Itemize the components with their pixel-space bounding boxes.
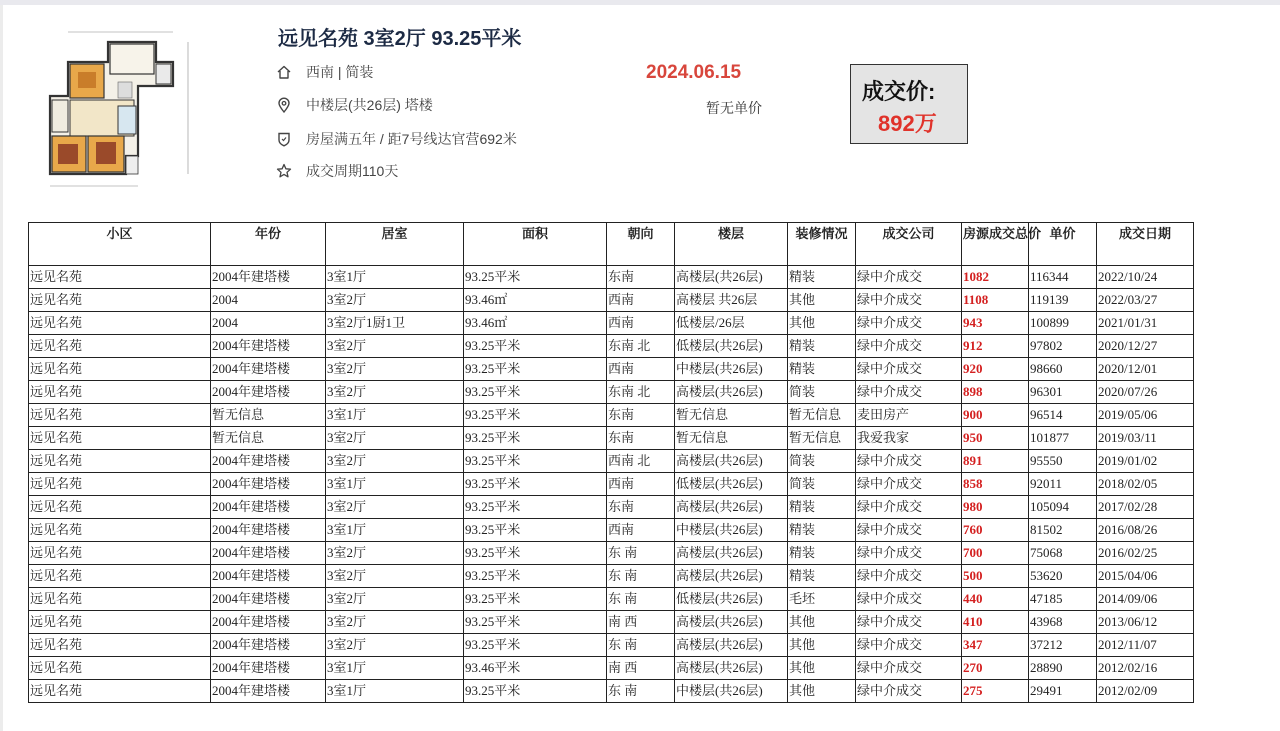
cell-col-layout: 3室1厅 <box>326 657 464 680</box>
cell-col-floor: 中楼层(共26层) <box>675 680 788 703</box>
cell-col-community: 远见名苑 <box>29 634 211 657</box>
cell-col-community: 远见名苑 <box>29 358 211 381</box>
cell-col-year: 2004年建塔楼 <box>211 381 326 404</box>
cell-col-agency: 绿中介成交 <box>856 565 962 588</box>
cell-col-agency: 绿中介成交 <box>856 680 962 703</box>
info-cycle-row <box>276 160 398 182</box>
cell-col-community: 远见名苑 <box>29 404 211 427</box>
cell-col-year: 2004年建塔楼 <box>211 542 326 565</box>
cell-col-layout: 3室1厅 <box>326 680 464 703</box>
cell-col-area: 93.25平米 <box>464 427 607 450</box>
table-row <box>29 519 1194 542</box>
cell-col-total-price: 943 <box>962 312 1029 335</box>
cell-col-floor: 高楼层(共26层) <box>675 634 788 657</box>
cell-col-decoration: 精装 <box>788 496 856 519</box>
header-col-layout: 居室 <box>326 223 464 266</box>
table-row <box>29 634 1194 657</box>
cell-col-agency: 绿中介成交 <box>856 473 962 496</box>
header-col-total-price: 房源成交总价 <box>962 223 1029 266</box>
cell-col-floor: 高楼层(共26层) <box>675 266 788 289</box>
cell-col-total-price: 980 <box>962 496 1029 519</box>
cell-col-agency: 绿中介成交 <box>856 335 962 358</box>
cell-col-orientation: 东 南 <box>607 542 675 565</box>
cell-col-total-price: 950 <box>962 427 1029 450</box>
cell-col-community: 远见名苑 <box>29 312 211 335</box>
cell-col-agency: 绿中介成交 <box>856 588 962 611</box>
info-tags-row <box>276 128 517 150</box>
cell-col-layout: 3室2厅 <box>326 588 464 611</box>
cell-col-agency: 绿中介成交 <box>856 542 962 565</box>
cell-col-orientation: 东 南 <box>607 588 675 611</box>
cell-col-layout: 3室2厅 <box>326 450 464 473</box>
deal-history-table <box>28 222 1194 703</box>
cell-col-year: 2004年建塔楼 <box>211 450 326 473</box>
cell-col-orientation: 东南 北 <box>607 381 675 404</box>
deal-date: 2024.06.15 <box>646 62 742 83</box>
cell-col-layout: 3室2厅 <box>326 496 464 519</box>
cell-col-agency: 绿中介成交 <box>856 358 962 381</box>
cell-col-deal-date: 2020/12/27 <box>1097 335 1194 358</box>
cell-col-floor: 高楼层(共26层) <box>675 381 788 404</box>
cell-col-area: 93.25平米 <box>464 473 607 496</box>
table-row <box>29 427 1194 450</box>
cell-col-year: 2004年建塔楼 <box>211 266 326 289</box>
cell-col-community: 远见名苑 <box>29 335 211 358</box>
cell-col-layout: 3室1厅 <box>326 473 464 496</box>
cell-col-area: 93.46㎡ <box>464 312 607 335</box>
cell-col-layout: 3室2厅 <box>326 634 464 657</box>
cell-col-floor: 低楼层/26层 <box>675 312 788 335</box>
cell-col-total-price: 347 <box>962 634 1029 657</box>
cell-col-agency: 绿中介成交 <box>856 266 962 289</box>
cell-col-decoration: 简装 <box>788 381 856 404</box>
cell-col-orientation: 东南 <box>607 427 675 450</box>
cell-col-community: 远见名苑 <box>29 657 211 680</box>
cell-col-orientation: 东南 <box>607 496 675 519</box>
cell-col-year: 2004年建塔楼 <box>211 588 326 611</box>
table-row <box>29 381 1194 404</box>
cell-col-decoration: 简装 <box>788 450 856 473</box>
deal-price-label: 成交价: <box>862 79 936 104</box>
cell-col-unit-price: 100899 <box>1029 312 1097 335</box>
table-row <box>29 496 1194 519</box>
cell-col-year: 暂无信息 <box>211 427 326 450</box>
cell-col-floor: 高楼层(共26层) <box>675 450 788 473</box>
cell-col-floor: 中楼层(共26层) <box>675 358 788 381</box>
cell-col-community: 远见名苑 <box>29 519 211 542</box>
star-icon <box>276 163 292 179</box>
cell-col-layout: 3室2厅 <box>326 542 464 565</box>
cell-col-agency: 绿中介成交 <box>856 312 962 335</box>
cell-col-area: 93.25平米 <box>464 634 607 657</box>
table-row <box>29 565 1194 588</box>
cell-col-total-price: 275 <box>962 680 1029 703</box>
cell-col-year: 2004年建塔楼 <box>211 657 326 680</box>
cell-col-year: 2004年建塔楼 <box>211 565 326 588</box>
cell-col-deal-date: 2015/04/06 <box>1097 565 1194 588</box>
cell-col-orientation: 东南 <box>607 404 675 427</box>
cell-col-total-price: 1082 <box>962 266 1029 289</box>
cell-col-year: 暂无信息 <box>211 404 326 427</box>
cell-col-orientation: 东 南 <box>607 634 675 657</box>
cell-col-unit-price: 53620 <box>1029 565 1097 588</box>
floor-building-text: 中楼层(共26层) 塔楼 <box>306 97 433 113</box>
table-row <box>29 450 1194 473</box>
header-col-decoration: 装修情况 <box>788 223 856 266</box>
cell-col-area: 93.25平米 <box>464 565 607 588</box>
cell-col-deal-date: 2018/02/05 <box>1097 473 1194 496</box>
cell-col-decoration: 其他 <box>788 680 856 703</box>
cell-col-agency: 绿中介成交 <box>856 611 962 634</box>
table-row <box>29 404 1194 427</box>
table-row <box>29 335 1194 358</box>
cell-col-decoration: 其他 <box>788 611 856 634</box>
cell-col-total-price: 912 <box>962 335 1029 358</box>
cell-col-deal-date: 2014/09/06 <box>1097 588 1194 611</box>
cell-col-orientation: 东南 <box>607 266 675 289</box>
orientation-decor-text: 西南 | 简装 <box>306 64 374 80</box>
cell-col-deal-date: 2022/03/27 <box>1097 289 1194 312</box>
cell-col-area: 93.25平米 <box>464 335 607 358</box>
cell-col-layout: 3室2厅 <box>326 611 464 634</box>
cell-col-unit-price: 96301 <box>1029 381 1097 404</box>
cell-col-deal-date: 2020/07/26 <box>1097 381 1194 404</box>
cell-col-unit-price: 105094 <box>1029 496 1097 519</box>
cell-col-deal-date: 2021/01/31 <box>1097 312 1194 335</box>
cell-col-decoration: 精装 <box>788 565 856 588</box>
cell-col-floor: 中楼层(共26层) <box>675 519 788 542</box>
cell-col-layout: 3室2厅 <box>326 427 464 450</box>
cell-col-unit-price: 95550 <box>1029 450 1097 473</box>
cell-col-unit-price: 47185 <box>1029 588 1097 611</box>
cell-col-year: 2004年建塔楼 <box>211 611 326 634</box>
cell-col-total-price: 920 <box>962 358 1029 381</box>
cell-col-area: 93.46平米 <box>464 657 607 680</box>
cell-col-year: 2004年建塔楼 <box>211 519 326 542</box>
cell-col-area: 93.25平米 <box>464 588 607 611</box>
cell-col-total-price: 500 <box>962 565 1029 588</box>
cell-col-orientation: 南 西 <box>607 611 675 634</box>
cell-col-area: 93.25平米 <box>464 611 607 634</box>
cell-col-deal-date: 2016/08/26 <box>1097 519 1194 542</box>
cell-col-deal-date: 2020/12/01 <box>1097 358 1194 381</box>
cell-col-area: 93.25平米 <box>464 358 607 381</box>
cell-col-floor: 高楼层(共26层) <box>675 496 788 519</box>
cell-col-unit-price: 97802 <box>1029 335 1097 358</box>
cell-col-orientation: 西南 <box>607 358 675 381</box>
table-row <box>29 657 1194 680</box>
header-col-agency: 成交公司 <box>856 223 962 266</box>
cell-col-layout: 3室2厅1厨1卫 <box>326 312 464 335</box>
cell-col-community: 远见名苑 <box>29 473 211 496</box>
cell-col-floor: 低楼层(共26层) <box>675 473 788 496</box>
header-col-unit-price: 单价 <box>1029 223 1097 266</box>
cell-col-community: 远见名苑 <box>29 611 211 634</box>
cell-col-agency: 麦田房产 <box>856 404 962 427</box>
cell-col-decoration: 精装 <box>788 266 856 289</box>
cell-col-year: 2004年建塔楼 <box>211 496 326 519</box>
cell-col-total-price: 900 <box>962 404 1029 427</box>
cell-col-agency: 绿中介成交 <box>856 289 962 312</box>
cell-col-layout: 3室1厅 <box>326 404 464 427</box>
cell-col-community: 远见名苑 <box>29 565 211 588</box>
cell-col-total-price: 270 <box>962 657 1029 680</box>
cell-col-orientation: 东 南 <box>607 565 675 588</box>
cell-col-layout: 3室1厅 <box>326 266 464 289</box>
cell-col-decoration: 精装 <box>788 335 856 358</box>
cell-col-agency: 绿中介成交 <box>856 381 962 404</box>
cell-col-total-price: 891 <box>962 450 1029 473</box>
cell-col-deal-date: 2019/01/02 <box>1097 450 1194 473</box>
cell-col-year: 2004年建塔楼 <box>211 680 326 703</box>
cell-col-unit-price: 119139 <box>1029 289 1097 312</box>
unit-price-text: 暂无单价 <box>706 100 762 116</box>
info-floor-row <box>276 94 433 116</box>
cell-col-deal-date: 2019/05/06 <box>1097 404 1194 427</box>
table-row <box>29 358 1194 381</box>
cell-col-floor: 高楼层(共26层) <box>675 565 788 588</box>
tags-text: 房屋满五年 / 距7号线达官营692米 <box>306 131 517 147</box>
cell-col-orientation: 南 西 <box>607 657 675 680</box>
info-orientation-row <box>276 61 373 83</box>
cell-col-total-price: 410 <box>962 611 1029 634</box>
deal-price-box <box>850 64 968 144</box>
cell-col-layout: 3室1厅 <box>326 519 464 542</box>
header-col-area: 面积 <box>464 223 607 266</box>
cell-col-decoration: 精装 <box>788 542 856 565</box>
cell-col-agency: 绿中介成交 <box>856 634 962 657</box>
cell-col-unit-price: 28890 <box>1029 657 1097 680</box>
location-pin-icon <box>276 97 292 113</box>
top-bar <box>0 0 1280 5</box>
shield-icon <box>276 131 292 147</box>
cell-col-unit-price: 81502 <box>1029 519 1097 542</box>
cell-col-decoration: 精装 <box>788 519 856 542</box>
cell-col-community: 远见名苑 <box>29 680 211 703</box>
cell-col-year: 2004年建塔楼 <box>211 634 326 657</box>
cell-col-total-price: 898 <box>962 381 1029 404</box>
cell-col-decoration: 简装 <box>788 473 856 496</box>
cell-col-agency: 绿中介成交 <box>856 657 962 680</box>
header-col-floor: 楼层 <box>675 223 788 266</box>
cell-col-community: 远见名苑 <box>29 542 211 565</box>
cell-col-deal-date: 2019/03/11 <box>1097 427 1194 450</box>
cell-col-unit-price: 37212 <box>1029 634 1097 657</box>
cell-col-agency: 绿中介成交 <box>856 496 962 519</box>
cell-col-decoration: 暂无信息 <box>788 404 856 427</box>
cell-col-decoration: 精装 <box>788 358 856 381</box>
cell-col-community: 远见名苑 <box>29 381 211 404</box>
cell-col-area: 93.25平米 <box>464 404 607 427</box>
header-col-deal-date: 成交日期 <box>1097 223 1194 266</box>
cell-col-total-price: 440 <box>962 588 1029 611</box>
cell-col-area: 93.25平米 <box>464 680 607 703</box>
cell-col-layout: 3室2厅 <box>326 358 464 381</box>
table-header-row <box>29 223 1194 266</box>
cell-col-area: 93.25平米 <box>464 496 607 519</box>
header-col-community: 小区 <box>29 223 211 266</box>
cell-col-decoration: 其他 <box>788 289 856 312</box>
cell-col-area: 93.46㎡ <box>464 289 607 312</box>
cell-col-year: 2004 <box>211 312 326 335</box>
table-row <box>29 289 1194 312</box>
table-row <box>29 680 1194 703</box>
cell-col-layout: 3室2厅 <box>326 565 464 588</box>
cell-col-community: 远见名苑 <box>29 266 211 289</box>
cell-col-deal-date: 2013/06/12 <box>1097 611 1194 634</box>
cell-col-decoration: 毛坯 <box>788 588 856 611</box>
cell-col-floor: 高楼层(共26层) <box>675 657 788 680</box>
table-row <box>29 588 1194 611</box>
cell-col-unit-price: 116344 <box>1029 266 1097 289</box>
cell-col-orientation: 西南 <box>607 473 675 496</box>
deal-cycle-text: 成交周期110天 <box>306 163 399 179</box>
cell-col-layout: 3室2厅 <box>326 335 464 358</box>
cell-col-orientation: 西南 <box>607 312 675 335</box>
cell-col-unit-price: 43968 <box>1029 611 1097 634</box>
cell-col-total-price: 1108 <box>962 289 1029 312</box>
table-row <box>29 266 1194 289</box>
cell-col-deal-date: 2012/02/09 <box>1097 680 1194 703</box>
left-edge <box>0 5 3 731</box>
cell-col-community: 远见名苑 <box>29 588 211 611</box>
cell-col-area: 93.25平米 <box>464 519 607 542</box>
cell-col-deal-date: 2016/02/25 <box>1097 542 1194 565</box>
cell-col-floor: 低楼层(共26层) <box>675 335 788 358</box>
cell-col-year: 2004年建塔楼 <box>211 335 326 358</box>
cell-col-agency: 绿中介成交 <box>856 450 962 473</box>
cell-col-unit-price: 101877 <box>1029 427 1097 450</box>
listing-title: 远见名苑 3室2厅 93.25平米 <box>278 28 522 50</box>
cell-col-year: 2004 <box>211 289 326 312</box>
home-icon <box>276 64 292 80</box>
cell-col-community: 远见名苑 <box>29 496 211 519</box>
table-row <box>29 312 1194 335</box>
table-row <box>29 611 1194 634</box>
cell-col-decoration: 其他 <box>788 634 856 657</box>
cell-col-agency: 绿中介成交 <box>856 519 962 542</box>
table-row <box>29 473 1194 496</box>
cell-col-decoration: 其他 <box>788 312 856 335</box>
cell-col-layout: 3室2厅 <box>326 289 464 312</box>
cell-col-community: 远见名苑 <box>29 450 211 473</box>
cell-col-floor: 低楼层(共26层) <box>675 588 788 611</box>
cell-col-floor: 高楼层(共26层) <box>675 542 788 565</box>
cell-col-orientation: 西南 <box>607 519 675 542</box>
header-col-year: 年份 <box>211 223 326 266</box>
cell-col-floor: 暂无信息 <box>675 404 788 427</box>
cell-col-unit-price: 96514 <box>1029 404 1097 427</box>
table-row <box>29 542 1194 565</box>
cell-col-deal-date: 2012/11/07 <box>1097 634 1194 657</box>
cell-col-decoration: 暂无信息 <box>788 427 856 450</box>
cell-col-year: 2004年建塔楼 <box>211 473 326 496</box>
deal-price-value: 892万 <box>878 111 937 136</box>
cell-col-unit-price: 29491 <box>1029 680 1097 703</box>
cell-col-decoration: 其他 <box>788 657 856 680</box>
floorplan-image[interactable] <box>38 26 208 196</box>
cell-col-year: 2004年建塔楼 <box>211 358 326 381</box>
cell-col-orientation: 西南 <box>607 289 675 312</box>
cell-col-area: 93.25平米 <box>464 266 607 289</box>
cell-col-unit-price: 98660 <box>1029 358 1097 381</box>
cell-col-unit-price: 92011 <box>1029 473 1097 496</box>
cell-col-orientation: 东南 北 <box>607 335 675 358</box>
cell-col-floor: 高楼层 共26层 <box>675 289 788 312</box>
cell-col-area: 93.25平米 <box>464 381 607 404</box>
cell-col-community: 远见名苑 <box>29 289 211 312</box>
cell-col-total-price: 700 <box>962 542 1029 565</box>
cell-col-total-price: 760 <box>962 519 1029 542</box>
cell-col-floor: 暂无信息 <box>675 427 788 450</box>
cell-col-area: 93.25平米 <box>464 450 607 473</box>
header-col-orientation: 朝向 <box>607 223 675 266</box>
cell-col-orientation: 东 南 <box>607 680 675 703</box>
cell-col-deal-date: 2012/02/16 <box>1097 657 1194 680</box>
cell-col-agency: 我爱我家 <box>856 427 962 450</box>
cell-col-unit-price: 75068 <box>1029 542 1097 565</box>
cell-col-deal-date: 2022/10/24 <box>1097 266 1194 289</box>
cell-col-total-price: 858 <box>962 473 1029 496</box>
cell-col-orientation: 西南 北 <box>607 450 675 473</box>
cell-col-area: 93.25平米 <box>464 542 607 565</box>
cell-col-floor: 高楼层(共26层) <box>675 611 788 634</box>
cell-col-community: 远见名苑 <box>29 427 211 450</box>
cell-col-layout: 3室2厅 <box>326 381 464 404</box>
cell-col-deal-date: 2017/02/28 <box>1097 496 1194 519</box>
